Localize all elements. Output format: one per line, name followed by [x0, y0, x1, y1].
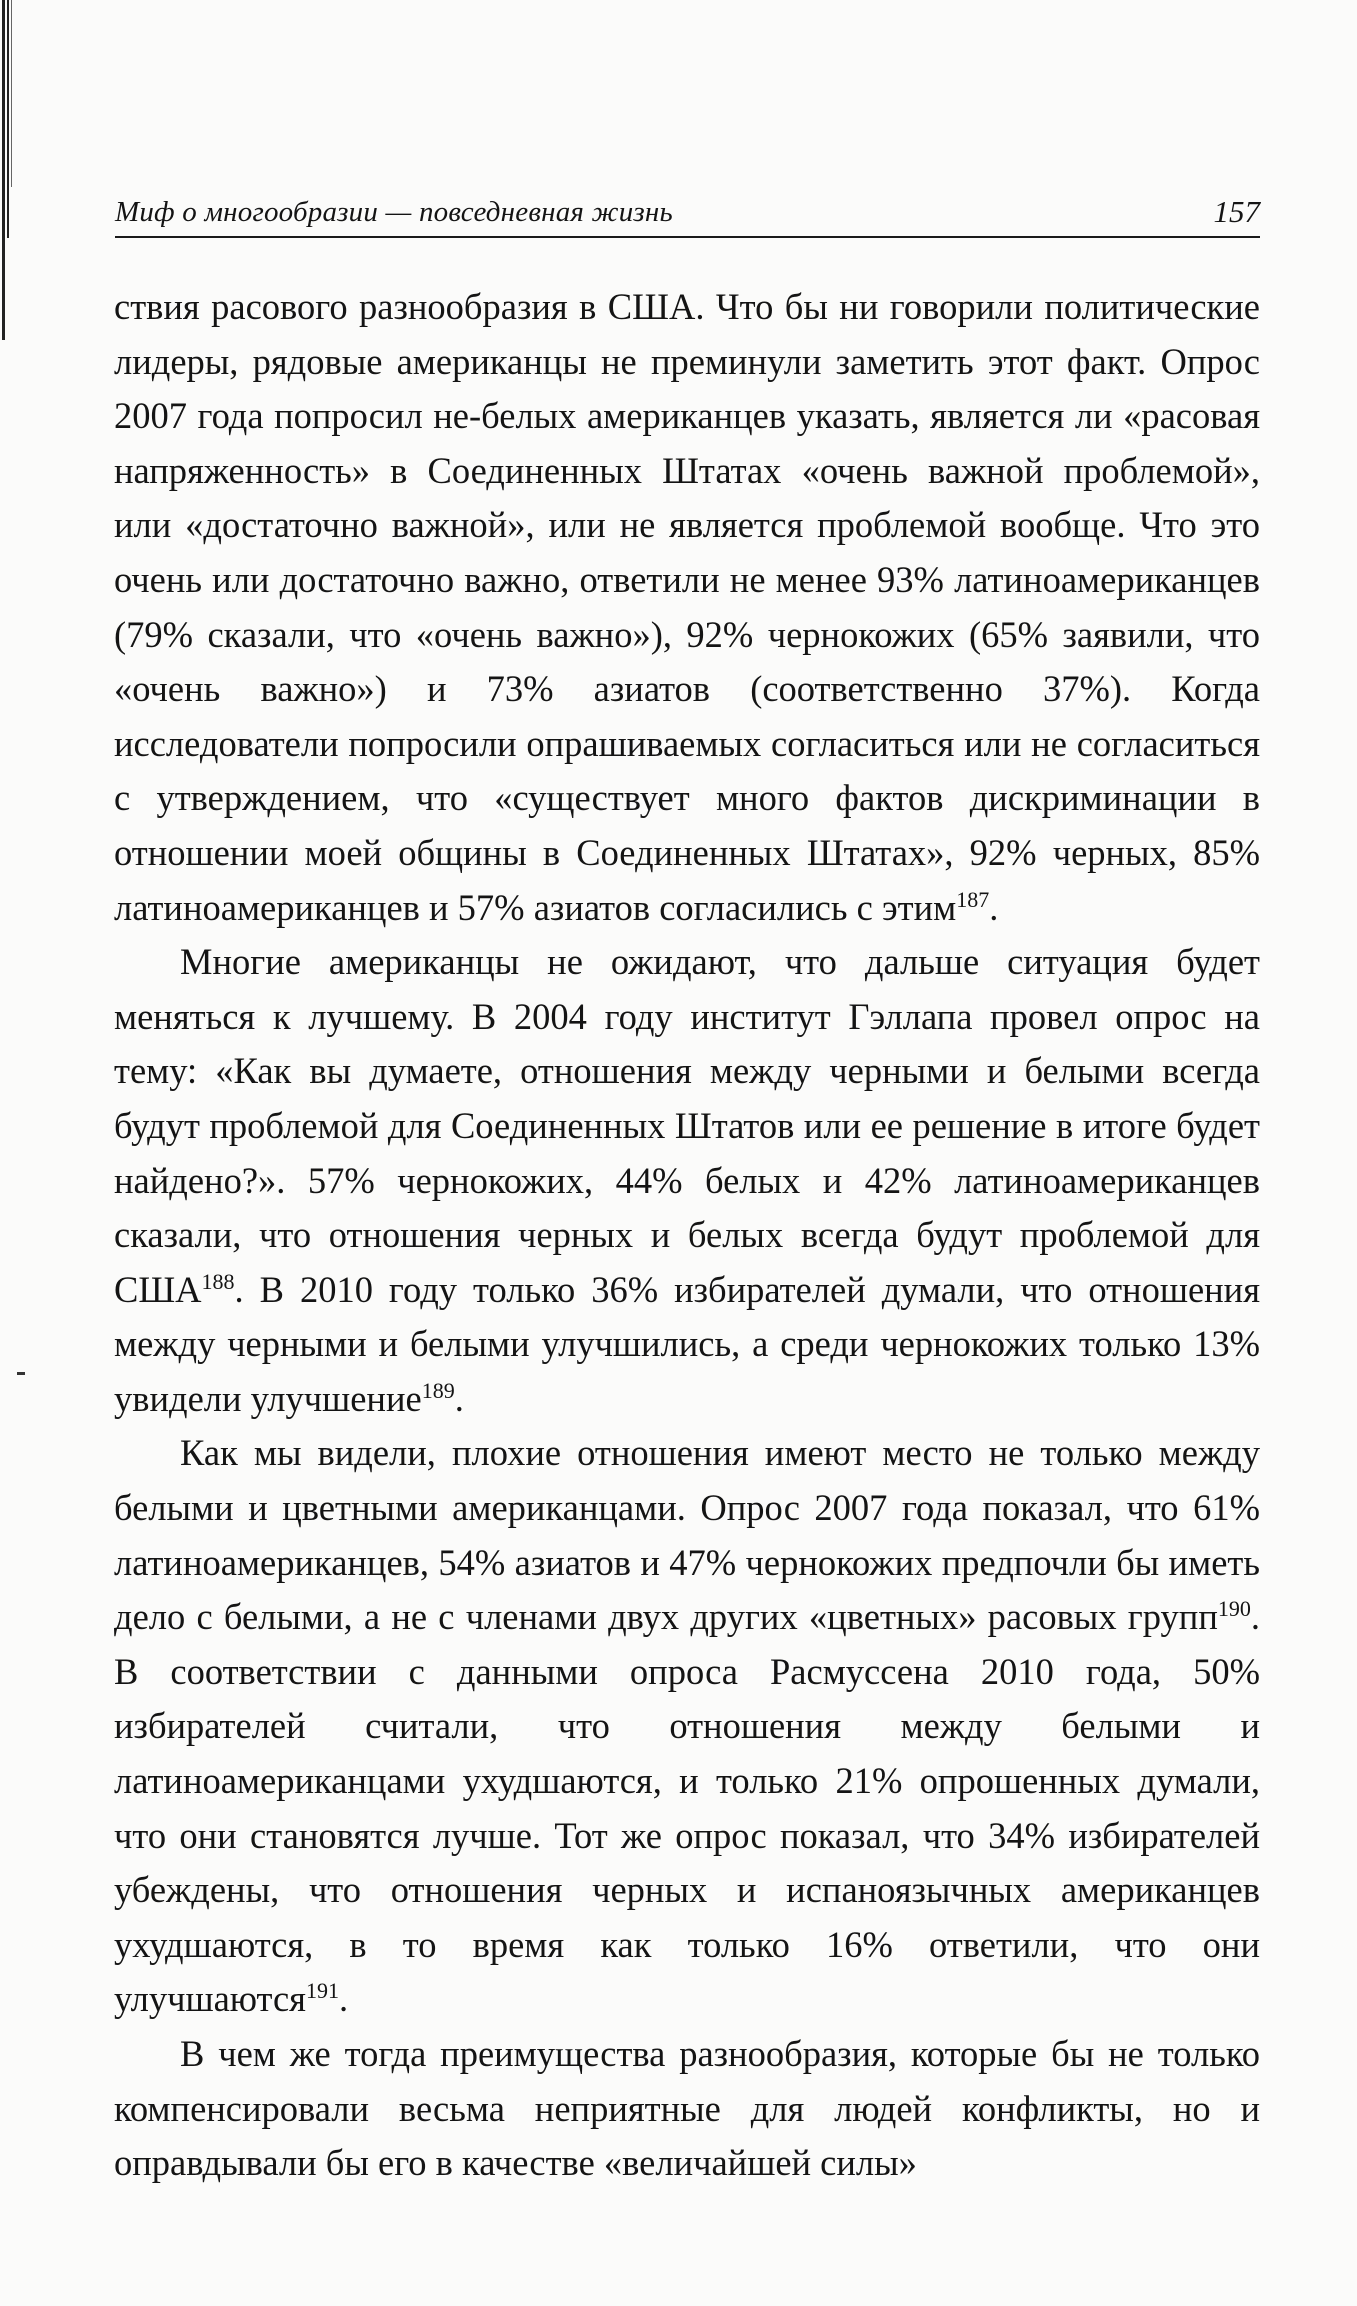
paragraph-text: Как мы видели, плохие отношения имеют место не только между белыми и цветными американцами. Опрос 2007 года показал, что 61% латиноамериканцев, 54% азиатов и 47% чернокожих предпочли бы иметь дело с белыми, а не с членами двух других «цветных» расовых групп	[114, 1432, 1260, 1638]
paragraph-3	[114, 1426, 1260, 2027]
paragraph-text: ствия расового разнообразия в США. Что бы ни говорили политические лидеры, рядовые американцы не преминули заметить этот факт. Опрос 2007 года попросил не-белых американцев указать, является ли «расовая напряженность» в Соединенных Штатах «очень важной проблемой», или «достаточно важной», или не является проблемой вообще. Что это очень или достаточно важно, ответили не менее 93% латиноамериканцев (79% сказали, что «очень важно»), 92% чернокожих (65% заявили, что «очень важно») и 73% азиатов (соответственно 37%). Когда исследователи попросили опрашиваемых согласиться или не согласиться с утверждением, что «существует много фактов дискриминации в отношении моей общины в Соединенных Штатах», 92% черных, 85% латиноамериканцев и 57% азиатов согласились с этим	[114, 286, 1260, 928]
paragraph-text: Многие американцы не ожидают, что дальше ситуация будет меняться к лучшему. В 2004 году институт Гэллапа провел опрос на тему: «Как вы думаете, отношения между черными и белыми всегда будут проблемой для Соединенных Штатов или ее решение в итоге будет найдено?». 57% чернокожих, 44% белых и 42% латиноамериканцев сказали, что отношения черных и белых всегда будут проблемой для США	[114, 941, 1260, 1310]
footnote-ref-187: 187	[956, 886, 990, 912]
paragraph-tail: .	[454, 1377, 464, 1419]
page-number: 157	[1213, 194, 1260, 229]
paragraph-text: . В 2010 году только 36% избирателей думали, что отношения между черными и белыми улучшились, а среди чернокожих только 13% увидели улучшение	[114, 1268, 1260, 1419]
paragraph-tail: .	[338, 1978, 349, 2020]
paragraph-1	[114, 280, 1260, 935]
footnote-ref-190: 190	[1217, 1596, 1251, 1622]
paragraph-tail: .	[989, 886, 999, 928]
paragraph-text: . В соответствии с данными опроса Расмуссена 2010 года, 50% избирателей считали, что отношения между белыми и латиноамериканцами ухудшаются, и только 21% опрошенных думали, что они становятся лучше. Тот же опрос показал, что 34% избирателей убеждены, что отношения черных и испаноязычных американцев ухудшаются, в то время как только 16% ответили, что они улучшаются	[114, 1596, 1260, 2020]
body-text	[114, 280, 1260, 2191]
footnote-ref-188: 188	[201, 1268, 235, 1294]
running-header	[115, 192, 1260, 238]
scan-binding-edge	[0, 0, 18, 340]
running-title: Миф о многообразии — повседневная жизнь	[115, 196, 673, 228]
footnote-ref-191: 191	[305, 1978, 339, 2004]
footnote-ref-189: 189	[421, 1377, 455, 1403]
scan-speck	[17, 1372, 25, 1375]
paragraph-text: В чем же тогда преимущества разнообразия, которые бы не только компенсировали весьма неприятные для людей конфликты, но и оправдывали бы его в качестве «величайшей силы»	[114, 2033, 1260, 2184]
paragraph-4	[114, 2027, 1260, 2191]
paragraph-2	[114, 935, 1260, 1426]
